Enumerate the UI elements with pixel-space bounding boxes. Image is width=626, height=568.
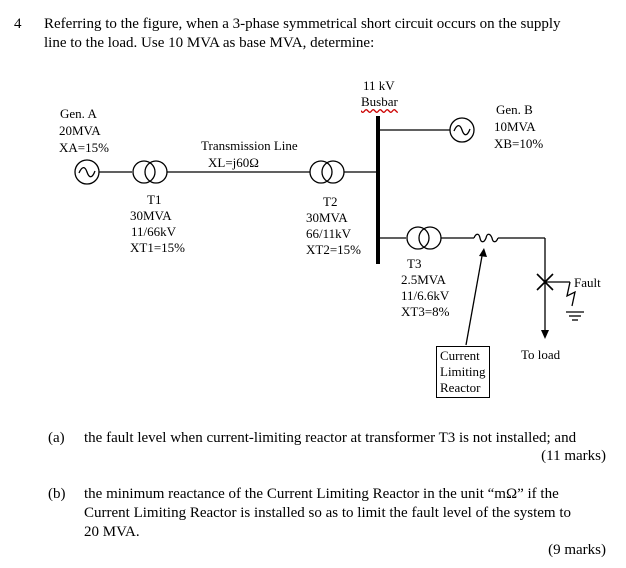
part-a-label: (a) bbox=[48, 430, 65, 446]
transformer-t3-symbol bbox=[407, 227, 441, 249]
t1-rating: 30MVA bbox=[130, 208, 172, 223]
current-limiting-reactor-box bbox=[436, 346, 490, 398]
reactor-label-line-3: Reactor bbox=[440, 380, 481, 395]
to-load-label: To load bbox=[521, 347, 561, 362]
gen-b-name: Gen. B bbox=[496, 102, 533, 117]
part-b-label: (b) bbox=[48, 486, 66, 502]
reactor-label-line-1: Current bbox=[440, 348, 480, 363]
busbar-voltage: 11 kV bbox=[363, 78, 395, 93]
transformer-t2-symbol bbox=[310, 161, 344, 183]
fault-label: Fault bbox=[574, 275, 601, 290]
t3-rating: 2.5MVA bbox=[401, 272, 446, 287]
t3-name: T3 bbox=[407, 256, 422, 271]
current-limiting-reactor-coil bbox=[474, 234, 498, 242]
part-b-text-line-1: the minimum reactance of the Current Limiting Reactor in the unit “mΩ” if the bbox=[84, 486, 559, 502]
t2-rating: 30MVA bbox=[306, 210, 348, 225]
gen-a-reactance: XA=15% bbox=[59, 140, 109, 155]
transmission-line-reactance: XL=j60Ω bbox=[208, 155, 259, 170]
t1-name: T1 bbox=[147, 192, 162, 207]
question-text-line-1: Referring to the figure, when a 3-phase symmetrical short circuit occurs on the supply bbox=[44, 16, 561, 32]
gen-a-name: Gen. A bbox=[60, 106, 97, 121]
busbar-label: Busbar bbox=[361, 94, 398, 109]
gen-a-rating: 20MVA bbox=[59, 123, 101, 138]
t2-reactance: XT2=15% bbox=[306, 242, 361, 257]
load-arrowhead bbox=[541, 330, 549, 339]
part-b-marks: (9 marks) bbox=[548, 542, 606, 558]
part-b-text-line-2: Current Limiting Reactor is installed so as to limit the fault level of the system to bbox=[84, 505, 571, 521]
generator-b-symbol bbox=[450, 118, 474, 142]
transmission-line-name: Transmission Line bbox=[201, 138, 298, 153]
t3-ratio: 11/6.6kV bbox=[401, 288, 450, 303]
t2-name: T2 bbox=[323, 194, 338, 209]
reactor-label-line-2: Limiting bbox=[440, 364, 486, 379]
reactor-pointer-arrowhead bbox=[479, 248, 487, 257]
part-a-text: the fault level when current-limiting reactor at transformer T3 is not installed; and bbox=[84, 430, 577, 446]
transformer-t1-symbol bbox=[133, 161, 167, 183]
reactor-pointer-line bbox=[466, 256, 482, 345]
part-b-text-line-3: 20 MVA. bbox=[84, 524, 140, 540]
part-a-marks: (11 marks) bbox=[541, 448, 606, 464]
question-number: 4 bbox=[14, 16, 22, 32]
generator-a-symbol bbox=[75, 160, 99, 184]
t3-reactance: XT3=8% bbox=[401, 304, 450, 319]
gen-b-rating: 10MVA bbox=[494, 119, 536, 134]
question-text-line-2: line to the load. Use 10 MVA as base MVA, determine: bbox=[44, 35, 375, 51]
t1-reactance: XT1=15% bbox=[130, 240, 185, 255]
t1-ratio: 11/66kV bbox=[131, 224, 177, 239]
gen-b-reactance: XB=10% bbox=[494, 136, 544, 151]
t2-ratio: 66/11kV bbox=[306, 226, 352, 241]
